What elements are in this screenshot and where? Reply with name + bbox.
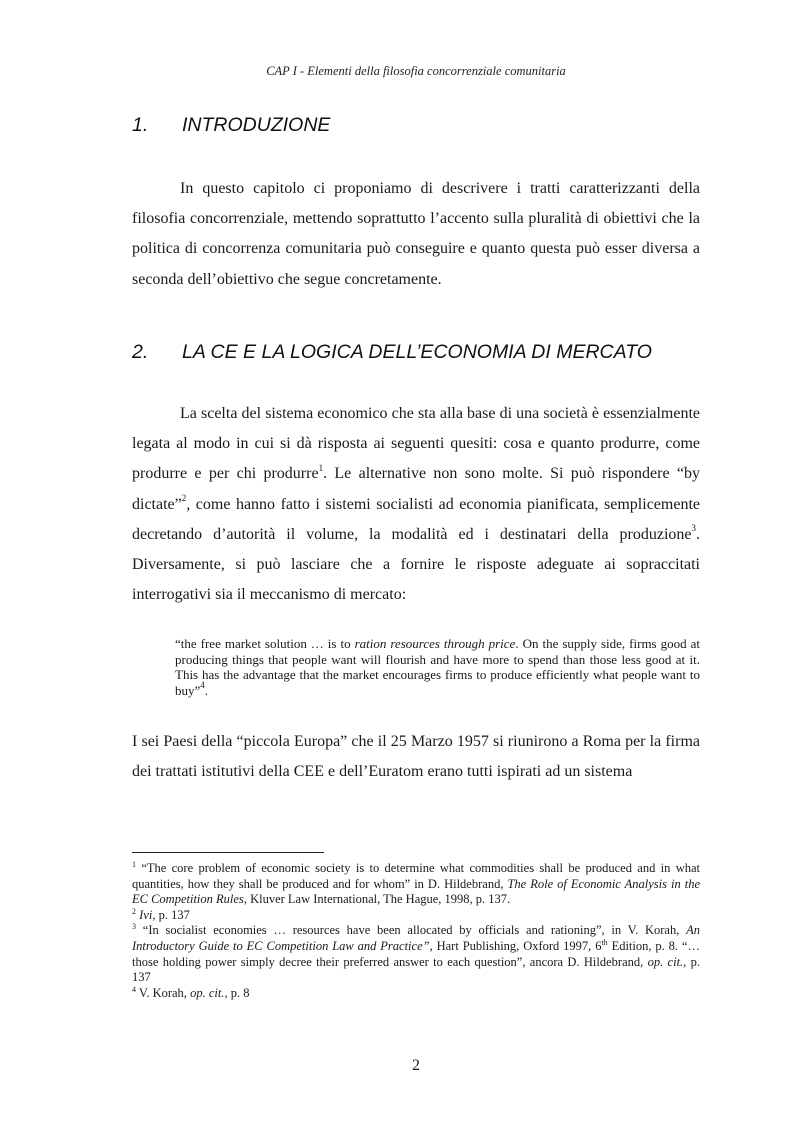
footnote-2 xyxy=(132,908,700,924)
section-number: 2. xyxy=(132,341,149,363)
text-run: , p. 137 xyxy=(152,907,190,922)
text-run: Edition, p. 8. “… those holding power simply decree their preferred answer to each question”, ancora D. Hildebrand, xyxy=(132,938,700,969)
section-title: INTRODUZIONE xyxy=(182,114,331,136)
section-heading-2 xyxy=(132,341,700,364)
block-quote xyxy=(175,636,700,698)
footnote-marker: 2 xyxy=(132,906,136,916)
emphasis: ration resources through price xyxy=(354,636,516,651)
text-run: . Diversamente, si può lasciare che a fornire le risposte adeguate ai sopraccitati interrogativi sia il meccanismo di mercato: xyxy=(132,525,700,604)
footnote-marker: 4 xyxy=(132,984,136,994)
section-title: LA CE E LA LOGICA DELL’ECONOMIA DI MERCATO xyxy=(182,341,652,363)
footnote-ref-3[interactable]: 3 xyxy=(691,523,696,534)
emphasis: op. cit. xyxy=(647,954,684,969)
text-run: , Hart Publishing, Oxford 1997, 6 xyxy=(429,938,602,953)
footnote-3 xyxy=(132,923,700,985)
footnote-marker: 3 xyxy=(132,922,136,932)
text-run: , Kluver Law International, The Hague, 1998, p. 137. xyxy=(243,892,511,907)
economic-system-paragraph xyxy=(132,399,700,610)
text-run: “In socialist economies … resources have been allocated by officials and rationing”, in V. Korah, xyxy=(136,923,687,938)
page-number: 2 xyxy=(412,1057,420,1074)
section-heading-1 xyxy=(132,114,700,137)
section-number: 1. xyxy=(132,114,149,136)
footnote-ref-4[interactable]: 4 xyxy=(200,680,205,691)
emphasis: Ivi xyxy=(139,907,153,922)
text-run: V. Korah, xyxy=(136,985,191,1000)
emphasis: op. cit. xyxy=(190,985,225,1000)
emphasis: The Role of Economic Analysis in the EC Competition Rules xyxy=(132,876,700,907)
emphasis: An Introductory Guide to EC Competition Law and Practice” xyxy=(132,923,700,953)
text-run: La scelta del sistema economico che sta alla base di una società è essenzialmente legata al modo in cui si dà risposta ai seguenti quesiti: cosa e quanto produrre, come produrre e per chi produrre xyxy=(132,405,700,483)
piccola-europa-paragraph: I sei Paesi della “piccola Europa” che il 25 Marzo 1957 si riunirono a Roma per la firma dei trattati istitutivi della CEE e dell’Euratom erano tutti ispirati ad un sistema xyxy=(132,733,700,781)
text-run: . On the supply side, firms good at producing things that people want will flourish and have more to spend than those less good at it. This has the advantage that the market encourages firms to produce efficiently what people want to buy” xyxy=(175,636,700,698)
text-run: . xyxy=(204,682,209,698)
footnote-ref-2[interactable]: 2 xyxy=(181,493,187,504)
footnote-separator xyxy=(132,852,324,853)
ordinal-suffix: th xyxy=(601,937,608,947)
text-run: “the free market solution … is to xyxy=(175,636,355,651)
text-run: , come hanno fatto i sistemi socialisti ad economia pianificata, semplicemente decretando d’autorità il volume, la modalità ed i destinatari della produzione xyxy=(132,495,700,543)
text-run: , p. 8 xyxy=(224,985,250,1000)
footnote-4 xyxy=(132,986,700,1002)
text-run: “The core problem of economic society is to determine what commodities shall be produced and in what quantities, how they shall be produced and for whom” in D. Hildebrand, xyxy=(132,861,700,891)
footnote-ref-1[interactable]: 1 xyxy=(318,463,324,474)
running-header: CAP I - Elementi della filosofia concorrenziale comunitaria xyxy=(266,64,566,78)
text-run: . Le alternative non sono molte. Si può rispondere “by dictate” xyxy=(132,465,701,513)
footnotes xyxy=(132,861,700,1001)
footnote-1 xyxy=(132,861,700,908)
footnote-marker: 1 xyxy=(132,859,136,869)
intro-paragraph: In questo capitolo ci proponiamo di descrivere i tratti caratterizzanti della filosofia concorrenziale, mettendo soprattutto l’accento sulla pluralità di obiettivi che la politica di concorrenza comunitaria può conseguire e quanto questa può esser diversa a seconda dell’obiettivo che segue concretamente. xyxy=(132,180,700,288)
text-run: , p. 137 xyxy=(132,954,700,985)
